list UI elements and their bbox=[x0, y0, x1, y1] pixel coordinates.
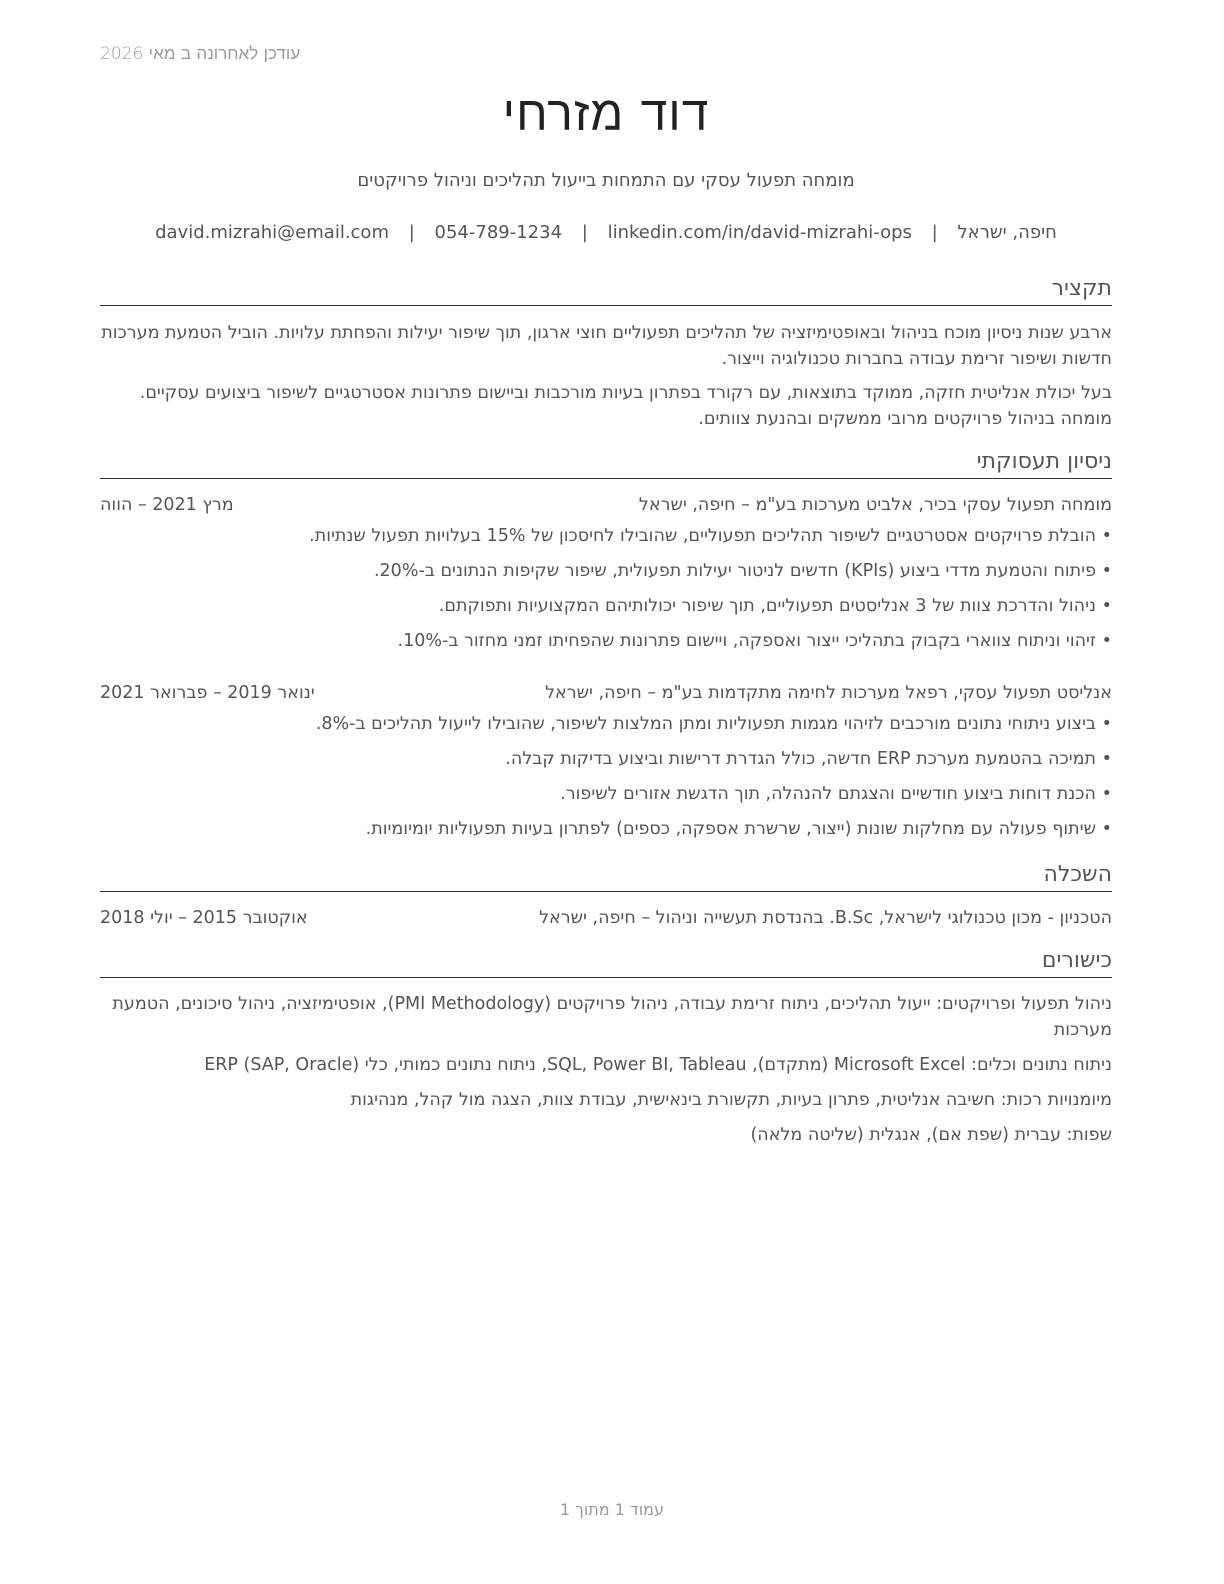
section-title-education: השכלה bbox=[100, 861, 1112, 892]
education-degree: הטכניון - מכון טכנולוגי לישראל, B.Sc. בהנדסת תעשייה וניהול – חיפה, ישראל bbox=[539, 908, 1112, 928]
candidate-subtitle: מומחה תפעול עסקי עם התמחות בייעול תהליכים וניהול פרויקטים bbox=[357, 170, 855, 191]
section-title-experience: ניסיון תעסוקתי bbox=[100, 448, 1112, 479]
job-bullet: • זיהוי וניתוח צווארי בקבוק בתהליכי ייצור ואספקה, ויישום פתרונות שהפחיתו זמני מחזור ב-10%. bbox=[100, 628, 1112, 663]
last-updated-note: עודכן לאחרונה ב מאי 2026 bbox=[100, 44, 301, 64]
contact-email[interactable]: david.mizrahi@email.com bbox=[155, 222, 389, 243]
contact-separator: | bbox=[931, 222, 938, 243]
contact-linkedin[interactable]: linkedin.com/in/david-mizrahi-ops bbox=[607, 222, 912, 243]
job-bullet: • ניהול והדרכת צוות של 3 אנליסטים תפעוליים, תוך שיפור יכולותיהם המקצועיות ותפוקתם. bbox=[100, 593, 1112, 628]
job-bullets bbox=[100, 523, 1112, 663]
contact-location: חיפה, ישראל bbox=[957, 222, 1057, 243]
job-bullet: • שיתוף פעולה עם מחלקות שונות (ייצור, שרשרת אספקה, כספים) לפתרון בעיות תפעוליות יומיומיות. bbox=[100, 816, 1112, 851]
skill-line: ניהול תפעול ופרויקטים: ייעול תהליכים, ניתוח זרימת עבודה, ניהול פרויקטים (PMI Methodology), אופטימיזציה, ניהול סיכונים, הטמעת מערכות bbox=[112, 994, 1112, 1040]
job-bullet: • ביצוע ניתוחי נתונים מורכבים לזיהוי מגמות תפעוליות ומתן המלצות לשיפור, שהובילו לייעול תהליכים ב-8%. bbox=[100, 711, 1112, 746]
summary-paragraph: בעל יכולת אנליטית חזקה, ממוקד בתוצאות, עם רקורד בפתרון בעיות מורכבות וביישום פתרונות אסטרטגיים לשיפור ביצועים עסקיים. מומחה בניהול פרויקטים מרובי ממשקים ובהנעת צוותים. bbox=[139, 383, 1112, 429]
job-bullet: • פיתוח והטמעת מדדי ביצוע (KPIs) חדשים לניטור יעילות תפעולית, שיפור שקיפות הנתונים ב-20%. bbox=[100, 558, 1112, 593]
skill-line: שפות: עברית (שפת אם), אנגלית (שליטה מלאה) bbox=[750, 1125, 1112, 1145]
summary-paragraph: ארבע שנות ניסיון מוכח בניהול ובאופטימיזציה של תהליכים תפעוליים חוצי ארגון, תוך שיפור יעילות והפחתת עלויות. הוביל הטמעת מערכות חדשות ושיפור זרימת עבודה בחברות טכנולוגיה וייצור. bbox=[101, 323, 1112, 369]
skill-line: מיומנויות רכות: חשיבה אנליטית, פתרון בעיות, תקשורת בינאישית, עבודת צוות, הצגה מול קהל, מנהיגות bbox=[350, 1090, 1112, 1110]
job-bullet: • הכנת דוחות ביצוע חודשיים והצגתם להנהלה, תוך הדגשת אזורים לשיפור. bbox=[100, 781, 1112, 816]
job-role: אנליסט תפעול עסקי, רפאל מערכות לחימה מתקדמות בע"מ – חיפה, ישראל bbox=[545, 683, 1112, 703]
job-dates: מרץ 2021 – הווה bbox=[100, 495, 234, 515]
job-header bbox=[100, 492, 1112, 518]
contact-phone: 054-789-1234 bbox=[434, 222, 563, 243]
candidate-name: דוד מזרחי bbox=[502, 86, 710, 142]
skills-list bbox=[100, 991, 1112, 1157]
education-dates: אוקטובר 2015 – יולי 2018 bbox=[100, 908, 308, 928]
section-title-skills: כישורים bbox=[100, 947, 1112, 978]
section-title-summary: תקציר bbox=[100, 275, 1112, 306]
contact-separator: | bbox=[581, 222, 588, 243]
contact-line bbox=[100, 222, 1112, 243]
contact-separator: | bbox=[408, 222, 415, 243]
skill-line: ניתוח נתונים וכלים: Microsoft Excel (מתקדם), SQL, Power BI, Tableau, ניתוח נתונים כמותי, כלי ERP (SAP, Oracle) bbox=[204, 1055, 1112, 1075]
page-number: עמוד 1 מתוך 1 bbox=[560, 1500, 664, 1519]
education-entry bbox=[100, 905, 1112, 931]
job-dates: ינואר 2019 – פברואר 2021 bbox=[100, 683, 315, 703]
job-bullets bbox=[100, 711, 1112, 851]
job-bullet: • תמיכה בהטמעת מערכת ERP חדשה, כולל הגדרת דרישות וביצוע בדיקות קבלה. bbox=[100, 746, 1112, 781]
job-bullet: • הובלת פרויקטים אסטרטגיים לשיפור תהליכים תפעוליים, שהובילו לחיסכון של 15% בעלויות תפעול שנתיות. bbox=[100, 523, 1112, 558]
job-role: מומחה תפעול עסקי בכיר, אלביט מערכות בע"מ – חיפה, ישראל bbox=[638, 495, 1112, 515]
job-header bbox=[100, 680, 1112, 706]
